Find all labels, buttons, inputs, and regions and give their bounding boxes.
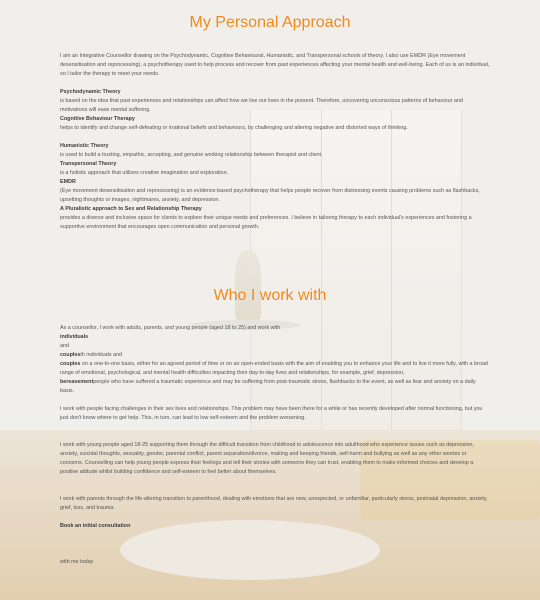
couples-text: th individuals and xyxy=(80,352,123,358)
individuals-link[interactable]: individuals xyxy=(60,334,89,340)
work-section xyxy=(60,324,490,567)
couples-link[interactable]: couples xyxy=(60,361,81,367)
bereavement-text: people who have suffered a traumatic experience and may be suffering from post-traumatic stress, flashbacks to the event, as well as fear and anxiety on a daily basis. xyxy=(60,379,476,394)
theory-name: Cognitive Behaviour Therapy xyxy=(60,116,135,122)
theory-name: Humanistic Theory xyxy=(60,143,109,149)
theory-desc: provides a diverse and inclusive space for clients to explore their unique needs and preferences. I believe in tailoring therapy to each individual's experiences and fostering a supportive environment that encourages open communication and personal growth. xyxy=(60,215,472,230)
theory-desc: is a holistic approach that utilizes creative imagination and exploration. xyxy=(60,170,229,176)
footer-text: with me today xyxy=(60,559,94,565)
theory-desc: is used to build a trusting, empathic, accepting, and genuine working relationship between therapist and client. xyxy=(60,152,323,158)
approach-title: My Personal Approach xyxy=(189,14,351,31)
bereavement-link[interactable]: bereavement xyxy=(60,379,94,385)
approach-intro: I am an Integrative Counsellor drawing on the Psychodynamic, Cognitive Behavioural, Humanistic, and Transpersonal schools of theory. I also use EMDR (Eye movement desensitisation and reprocessing), a psychotherapy used to help process and recover from past experiences affecting your mental health and well-being. Each of us is an individual, so I tailor the therapy to meet your needs. xyxy=(60,53,490,77)
and-text: and xyxy=(60,343,69,349)
theory-name: A Pluralistic approach to Sex and Relationship Therapy xyxy=(60,206,202,212)
sex-therapy-paragraph: I work with people facing challenges in their sex lives and relationships. This problem may have been there for a while or has recently developed after normal functioning, but you just don't know where to get help. This, in turn, can lead to low self-esteem and the problem worsening. xyxy=(60,406,483,421)
book-consultation-link[interactable]: Book an initial consultation xyxy=(60,523,131,529)
couples-link[interactable]: couples xyxy=(60,352,81,358)
work-title: Who I work with xyxy=(213,287,327,304)
theory-name: Psychodynamic Theory xyxy=(60,89,121,95)
theory-desc: helps to identify and change self-defeating or irrational beliefs and behaviours, by challenging and altering negative and distorted ways of thinking. xyxy=(60,125,408,131)
theory-name: Transpersonal Theory xyxy=(60,161,117,167)
theory-desc: is based on the idea that past experiences and relationships can affect how we live our lives in the present. Therefore, uncovering unconscious patterns of behaviour and motivations will ease mental suffering. xyxy=(60,98,463,113)
work-desc: on a one-to-one basis, either for an agreed period of time or on an open-ended basis with the aim of enabling you to enhance your life and to live it more fully, with a broad range of emotional, psychological, and mental health difficulties impacting their day-to-day lives and relationships, for example, grief, depression, xyxy=(60,361,488,376)
approach-section xyxy=(60,52,490,232)
work-intro: As a counsellor, I work with adults, parents, and young people (aged 18 to 25) and work with xyxy=(60,325,281,331)
theory-name: EMDR xyxy=(60,179,76,185)
young-people-paragraph: I work with young people aged 18-25 supporting them through the difficult transition from childhood to adolescence into adulthood who experience issues such as depression, anxiety, suicidal thoughts, sexuality, gender, parental conflict, parent separation/divorce, making and keeping friends, self-harm and bullying as well as any other worries or concerns. Counselling can help young people express their feelings and tell their stories with someone they can trust, enabling them to make informed choices and develop a positive attitude whilst building confidence and self-esteem to feel better about themselves. xyxy=(60,442,475,475)
parents-paragraph: I work with parents through the life-altering transition to parenthood, dealing with emotions that are new, unexpected, or unfamiliar, particularly stress, postnatal depression, anxiety, grief, loss, and trauma. xyxy=(60,496,488,511)
theory-desc: (Eye movement desensitisation and reprocessing) is an evidence-based psychotherapy that helps people recover from distressing events causing problems such as flashbacks, upsetting thoughts or images, nightmares, anxiety, and depression. xyxy=(60,188,480,203)
